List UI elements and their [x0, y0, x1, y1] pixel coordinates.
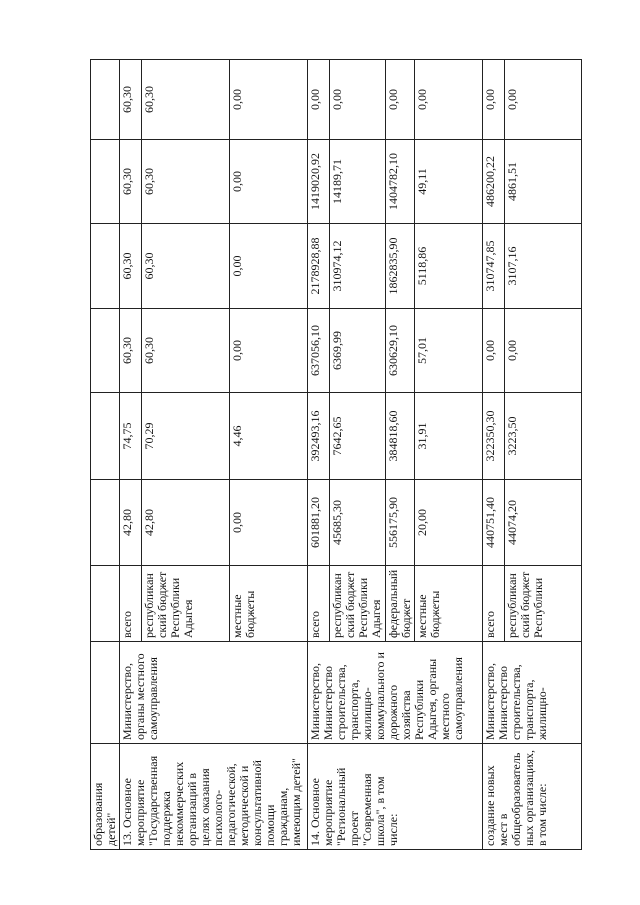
- value-cell: 0,00: [230, 480, 308, 566]
- budget-table: [90, 59, 582, 850]
- value-cell: 57,01: [415, 309, 483, 393]
- executor-cell: Министерство, Министерство строительства, транспорта, жилищно-коммунального и дорожного хозяйства Республики Адыгея, органы местного самоуправления: [308, 642, 483, 744]
- value-cell: 60,30: [120, 60, 142, 140]
- value-cell: 42,80: [142, 480, 230, 566]
- value-cell: 74,75: [120, 393, 142, 480]
- value-cell: 392493,16: [308, 393, 330, 480]
- value-cell: 42,80: [120, 480, 142, 566]
- value-cell: 384818,60: [386, 393, 415, 480]
- event-cell: 13. Основное мероприятие "Государственная поддержка некоммерческих организаций в целях оказания психолого-педагогической, методической и консультативной помощи гражданам, имеющим детей": [120, 744, 308, 850]
- value-cell: 0,00: [308, 60, 330, 140]
- funding-source-cell: всего: [483, 566, 505, 642]
- value-cell: 0,00: [330, 60, 386, 140]
- value-cell: 7642,65: [330, 393, 386, 480]
- value-cell: 44074,20: [505, 480, 582, 566]
- value-cell: 322350,30: [483, 393, 505, 480]
- value-cell: 630629,10: [386, 309, 415, 393]
- value-cell: 0,00: [415, 60, 483, 140]
- value-cell: 1862835,90: [386, 224, 415, 309]
- value-cell: 60,30: [142, 309, 230, 393]
- value-cell: 60,30: [142, 224, 230, 309]
- value-cell: 440751,40: [483, 480, 505, 566]
- value-cell: 70,29: [142, 393, 230, 480]
- table-row: [120, 60, 142, 850]
- value-cell: 3223,50: [505, 393, 582, 480]
- value-cell: 3107,16: [505, 224, 582, 309]
- value-cell: 637056,10: [308, 309, 330, 393]
- value-cell: 60,30: [120, 140, 142, 224]
- value-cell: 49,11: [415, 140, 483, 224]
- table-row-top-fragment: [91, 60, 120, 850]
- value-cell: 310974,12: [330, 224, 386, 309]
- value-cell: 0,00: [230, 309, 308, 393]
- top-fragment-cell: образования детей": [91, 744, 120, 850]
- value-cell: 0,00: [505, 309, 582, 393]
- value-cell: 1404782,10: [386, 140, 415, 224]
- value-cell: 0,00: [230, 140, 308, 224]
- table-row: [483, 60, 505, 850]
- value-cell: 0,00: [483, 309, 505, 393]
- value-cell: 60,30: [120, 224, 142, 309]
- value-cell: 5118,86: [415, 224, 483, 309]
- event-cell: создание новых мест в общеобразовательных организациях, в том числе:: [483, 744, 582, 850]
- value-cell: 31,91: [415, 393, 483, 480]
- funding-source-cell: республиканский бюджет Республики Адыгея: [330, 566, 386, 642]
- value-cell: 2178928,88: [308, 224, 330, 309]
- value-cell: 14189,71: [330, 140, 386, 224]
- value-cell: 601881,20: [308, 480, 330, 566]
- funding-source-cell: местные бюджеты: [230, 566, 308, 642]
- funding-source-cell: местные бюджеты: [415, 566, 483, 642]
- value-cell: 4861,51: [505, 140, 582, 224]
- value-cell: 310747,85: [483, 224, 505, 309]
- funding-source-cell: республиканский бюджет Республики Адыгея: [142, 566, 230, 642]
- value-cell: 4,46: [230, 393, 308, 480]
- value-cell: 45685,30: [330, 480, 386, 566]
- value-cell: 0,00: [505, 60, 582, 140]
- value-cell: 556175,90: [386, 480, 415, 566]
- value-cell: 486200,22: [483, 140, 505, 224]
- executor-cell: Министерство, органы местного самоуправления: [120, 642, 308, 744]
- value-cell: 60,30: [142, 140, 230, 224]
- value-cell: 0,00: [230, 60, 308, 140]
- table-row: [308, 60, 330, 850]
- value-cell: 0,00: [230, 224, 308, 309]
- funding-source-cell: всего: [120, 566, 142, 642]
- value-cell: 1419020,92: [308, 140, 330, 224]
- value-cell: 0,00: [483, 60, 505, 140]
- value-cell: 60,30: [120, 309, 142, 393]
- event-cell: 14. Основное мероприятие "Региональный проект "Современная школа", в том числе:: [308, 744, 483, 850]
- value-cell: 20,00: [415, 480, 483, 566]
- executor-cell: Министерство, Министерство строительства, транспорта, жилищно-: [483, 642, 582, 744]
- value-cell: 0,00: [386, 60, 415, 140]
- funding-source-cell: всего: [308, 566, 330, 642]
- table-body: [91, 60, 582, 850]
- funding-source-cell: республиканский бюджет Республики: [505, 566, 582, 642]
- funding-source-cell: федеральный бюджет: [386, 566, 415, 642]
- rotated-table-container: [90, 60, 573, 850]
- value-cell: 6369,99: [330, 309, 386, 393]
- value-cell: 60,30: [142, 60, 230, 140]
